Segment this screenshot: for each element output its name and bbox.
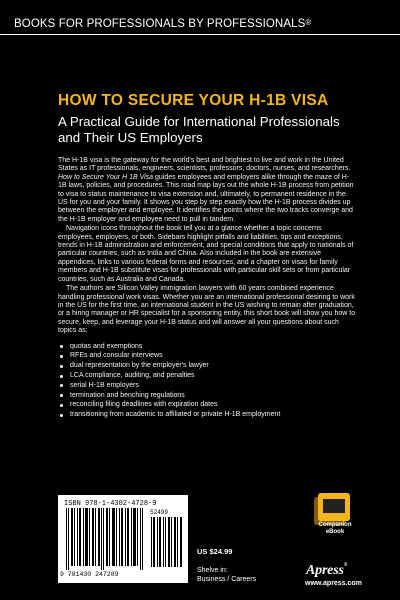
bullet-icon <box>60 414 63 417</box>
companion-line2: eBook <box>325 529 345 535</box>
publisher-url: www.apress.com <box>305 580 362 587</box>
barcode-digits: 9 781430 247289 <box>60 571 119 578</box>
publisher-name: Apress <box>306 563 344 578</box>
topic-text: dual representation by the employer's lawyer <box>70 362 209 370</box>
shelving-info <box>197 567 256 584</box>
topic-text: serial H-1B employers <box>70 381 139 389</box>
topic-item <box>58 372 356 380</box>
description-paragraph-2: Navigation icons throughout the book tell you at a glance whether a topic concerns employees, employers, or both. Sidebars highlight pitfalls and liabilities, tips and exceptions, trends in H-1B administration and enforcement, and special conditions that apply to nationals of particular countries, such as India and China. Also included in the book are extensive appendices, links to various federal forms and resources, and a chapter on visas for family members and H-1B substitute visas for professionals with particular skill sets or from particular countries, such as Australia and Canada. <box>58 225 354 283</box>
topic-text: RFEs and consular interviews <box>70 352 163 360</box>
price-barcode-icon <box>150 517 184 567</box>
isbn-barcode <box>58 495 188 583</box>
shelve-label: Shelve in: <box>197 567 228 574</box>
bullet-icon <box>60 365 63 368</box>
topic-text: termination and benching regulations <box>70 391 185 399</box>
p1-text-b: guides employees and employers alike through the maze of H-1B laws, policies, and procedures. This road map lays out the whole H-1B process from petition to visa to status maintenance to visa extension and, ultimately, to permanent residence in the US for you and your family. It shows you step by step exactly how the H-1B process divides up between the employer and employee. It identifies the points where the two tracks converge and the H-1B employer and employee need to pull in tandem. <box>58 173 354 223</box>
series-text: BOOKS FOR PROFESSIONALS BY PROFESSIONALS <box>14 18 306 30</box>
ean-barcode-icon <box>64 508 146 570</box>
companion-line1: Companion <box>318 522 352 528</box>
topic-item <box>58 362 356 370</box>
publisher-registered-mark: ® <box>343 563 348 568</box>
isbn-number: ISBN 978-1-4302-4728-9 <box>64 500 157 508</box>
description-paragraph-1 <box>58 157 356 224</box>
publisher-logo <box>306 563 347 579</box>
book-title: HOW TO SECURE YOUR H-1B VISA <box>58 92 329 109</box>
bullet-icon <box>60 404 63 407</box>
p1-book-title: How to Secure Your H 1B Visa <box>58 173 154 181</box>
bullet-icon <box>60 384 63 387</box>
header-divider <box>0 34 400 35</box>
topic-item <box>58 401 356 409</box>
bullet-icon <box>60 345 63 348</box>
bullet-icon <box>60 375 63 378</box>
topic-item <box>58 343 356 351</box>
shelve-category: Business / Careers <box>197 575 257 583</box>
registered-mark: ® <box>305 18 312 27</box>
book-subtitle: A Practical Guide for International Professionals and Their US Employers <box>58 114 340 145</box>
description-paragraph-3: The authors are Silicon Valley immigration lawyers with 60 years combined experience handling professional work visas. Whether you are an international professional desiring to work in the US for the first time, an international student in the US wishing to remain after graduation, or a hiring manager or HR specialist for a sponsoring entity, this short book will show you how to secure, keep, and leverage your H-1B status and will answer all your questions about such topics as: <box>58 285 356 335</box>
topic-text: reconciling filing deadlines with expiration dates <box>70 401 218 409</box>
topics-list <box>58 343 356 420</box>
topic-item <box>58 411 356 419</box>
book-description <box>58 157 356 421</box>
series-tagline <box>14 18 311 30</box>
bullet-icon <box>60 394 63 397</box>
topic-text: quotas and exemptions <box>70 342 143 350</box>
bullet-icon <box>60 355 63 358</box>
topic-text: transitioning from academic to affiliated or private H-1B employment <box>70 411 281 419</box>
p1-text-a: The H-1B visa is the gateway for the world's best and brightest to live and work in the United States as IT professionals, engineers, scientists, professors, doctors, nurses, and researchers. <box>58 157 351 173</box>
price-code: 52499 <box>150 509 169 516</box>
topic-item <box>58 352 356 360</box>
topic-item <box>58 392 356 400</box>
companion-ebook-icon <box>308 487 356 545</box>
price: US $24.99 <box>197 547 233 556</box>
companion-ebook-label <box>316 522 354 536</box>
topic-text: LCA compliance, auditing, and penalties <box>70 371 195 379</box>
topic-item <box>58 382 356 390</box>
